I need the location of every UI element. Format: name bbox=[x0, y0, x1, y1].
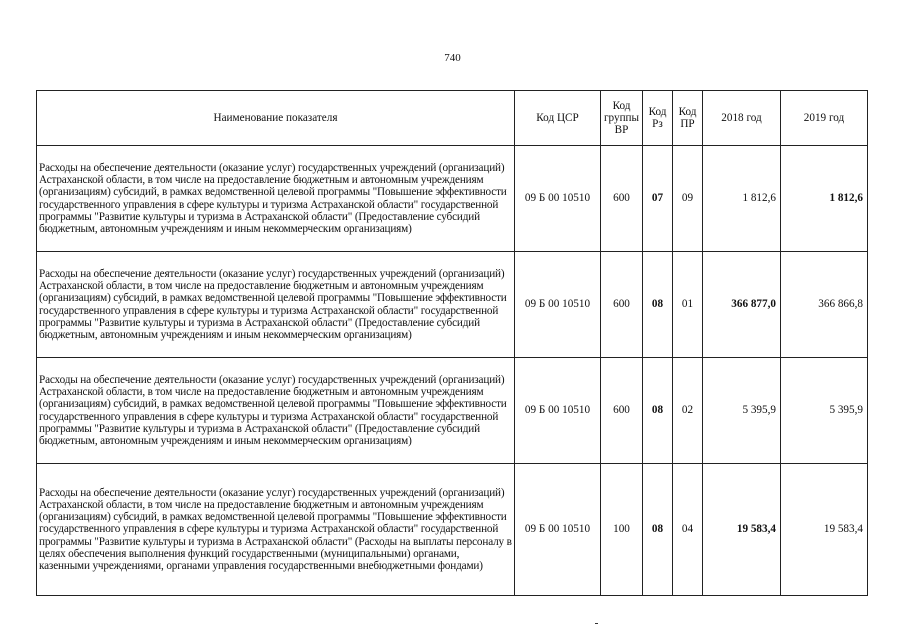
table-row bbox=[37, 146, 868, 252]
budget-table bbox=[36, 90, 868, 596]
row-2018: 366 877,0 bbox=[703, 252, 781, 358]
row-2019: 19 583,4 bbox=[781, 464, 868, 596]
row-2019: 1 812,6 bbox=[781, 146, 868, 252]
header-2018: 2018 год bbox=[703, 91, 781, 146]
header-name: Наименование показателя bbox=[37, 91, 515, 146]
row-csr: 09 Б 00 10510 bbox=[515, 464, 601, 596]
scan-mark bbox=[595, 623, 598, 624]
row-rz: 07 bbox=[643, 146, 673, 252]
table-header-row bbox=[37, 91, 868, 146]
row-pr: 09 bbox=[673, 146, 703, 252]
header-rz: Код Рз bbox=[643, 91, 673, 146]
table-row bbox=[37, 358, 868, 464]
row-csr: 09 Б 00 10510 bbox=[515, 252, 601, 358]
row-2018: 5 395,9 bbox=[703, 358, 781, 464]
row-2019: 5 395,9 bbox=[781, 358, 868, 464]
row-name: Расходы на обеспечение деятельности (оказание услуг) государственных учреждений (организаций) Астраханской области, в том числе на предоставление бюджетным и автономным учреждениям (организациям) субсидий, в рамках ведомственной целевой программы "Повышение эффективности государственного управления в сфере культуры и туризма Астраханской области" государственной программы "Развитие культуры и туризма в Астраханской области" (Предоставление субсидий бюджетным, автономным учреждениям и иным некоммерческим организациям) bbox=[37, 358, 515, 464]
row-csr: 09 Б 00 10510 bbox=[515, 358, 601, 464]
row-name: Расходы на обеспечение деятельности (оказание услуг) государственных учреждений (организаций) Астраханской области, в том числе на предоставление бюджетным и автономным учреждениям (организациям) субсидий, в рамках ведомственной целевой программы "Повышение эффективности государственного управления в сфере культуры и туризма Астраханской области" государственной программы "Развитие культуры и туризма в Астраханской области" (Предоставление субсидий бюджетным, автономным учреждениям и иным некоммерческим организациям) bbox=[37, 252, 515, 358]
table-row bbox=[37, 464, 868, 596]
row-2018: 1 812,6 bbox=[703, 146, 781, 252]
page-number: 740 bbox=[444, 52, 461, 64]
row-pr: 04 bbox=[673, 464, 703, 596]
header-csr: Код ЦСР bbox=[515, 91, 601, 146]
row-rz: 08 bbox=[643, 252, 673, 358]
row-2019: 366 866,8 bbox=[781, 252, 868, 358]
row-rz: 08 bbox=[643, 464, 673, 596]
header-vr: Код группы ВР bbox=[601, 91, 643, 146]
row-csr: 09 Б 00 10510 bbox=[515, 146, 601, 252]
row-vr: 600 bbox=[601, 358, 643, 464]
row-vr: 600 bbox=[601, 146, 643, 252]
header-pr: Код ПР bbox=[673, 91, 703, 146]
table-row bbox=[37, 252, 868, 358]
header-2019: 2019 год bbox=[781, 91, 868, 146]
row-name: Расходы на обеспечение деятельности (оказание услуг) государственных учреждений (организаций) Астраханской области, в том числе на предоставление бюджетным и автономным учреждениям (организациям) субсидий, в рамках ведомственной целевой программы "Повышение эффективности государственного управления в сфере культуры и туризма Астраханской области" государственной программы "Развитие культуры и туризма в Астраханской области" (Расходы на выплаты персоналу в целях обеспечения выполнения функций государственными (муниципальными) органами, казенными учреждениями, органами управления государственными внебюджетными фондами) bbox=[37, 464, 515, 596]
row-pr: 02 bbox=[673, 358, 703, 464]
row-vr: 600 bbox=[601, 252, 643, 358]
row-2018: 19 583,4 bbox=[703, 464, 781, 596]
row-vr: 100 bbox=[601, 464, 643, 596]
row-name: Расходы на обеспечение деятельности (оказание услуг) государственных учреждений (организаций) Астраханской области, в том числе на предоставление бюджетным и автономным учреждениям (организациям) субсидий, в рамках ведомственной целевой программы "Повышение эффективности государственного управления в сфере культуры и туризма Астраханской области" государственной программы "Развитие культуры и туризма в Астраханской области" (Предоставление субсидий бюджетным, автономным учреждениям и иным некоммерческим организациям) bbox=[37, 146, 515, 252]
row-pr: 01 bbox=[673, 252, 703, 358]
row-rz: 08 bbox=[643, 358, 673, 464]
